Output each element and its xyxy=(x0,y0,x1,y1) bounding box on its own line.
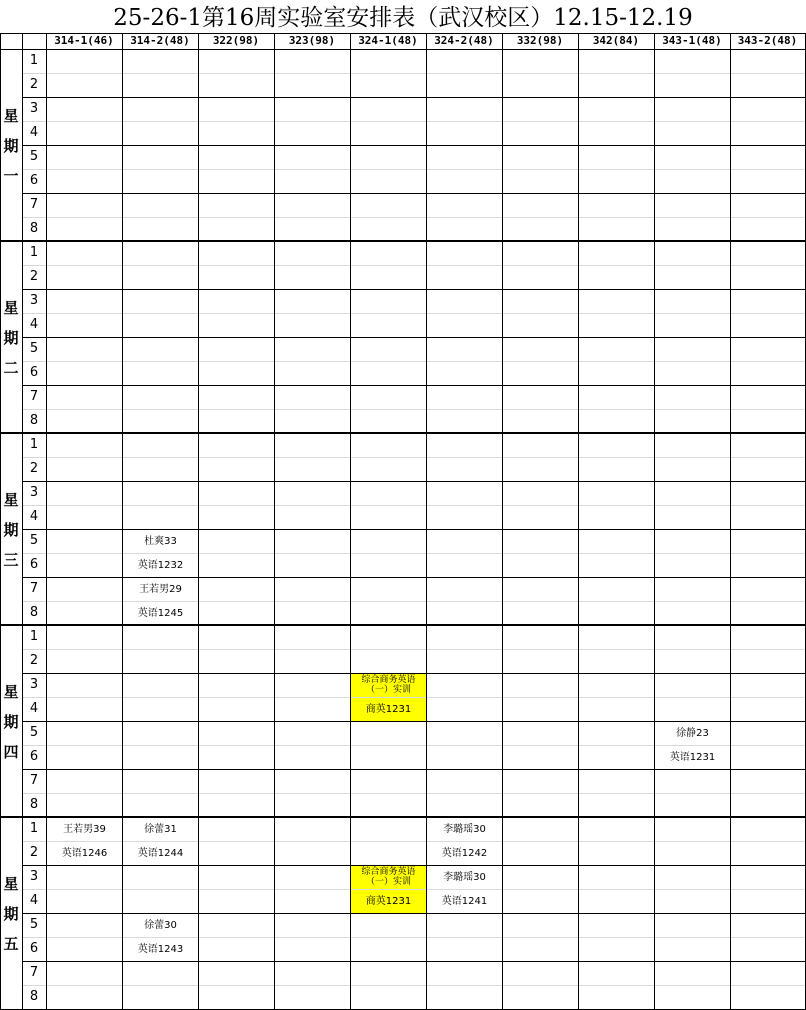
row-divider xyxy=(22,385,805,386)
column-divider xyxy=(198,33,199,1010)
slot-number: 1 xyxy=(29,629,39,644)
slot-divider xyxy=(22,793,805,794)
schedule-entry[interactable]: 徐蕾30 xyxy=(144,920,177,931)
column-divider xyxy=(654,33,655,1010)
slot-number: 3 xyxy=(29,677,39,692)
day-label-char: 星 xyxy=(3,683,19,701)
row-divider xyxy=(22,673,805,674)
header-bottom-line xyxy=(0,49,806,50)
slot-number: 5 xyxy=(29,533,39,548)
day-label xyxy=(0,817,22,1009)
row-divider xyxy=(22,337,805,338)
day-label xyxy=(0,49,22,241)
column-divider xyxy=(274,33,275,1010)
slot-number: 1 xyxy=(29,821,39,836)
day-label-char: 二 xyxy=(3,359,19,377)
row-divider xyxy=(22,769,805,770)
slot-number: 3 xyxy=(29,101,39,116)
day-label xyxy=(0,625,22,817)
slot-number: 8 xyxy=(29,797,39,812)
slot-number: 2 xyxy=(29,845,39,860)
column-divider xyxy=(22,33,23,1010)
slot-number: 7 xyxy=(29,581,39,596)
slot-divider xyxy=(22,169,805,170)
slot-number: 1 xyxy=(29,245,39,260)
slot-number: 8 xyxy=(29,989,39,1004)
row-divider xyxy=(22,97,805,98)
slot-number: 8 xyxy=(29,605,39,620)
slot-number: 7 xyxy=(29,773,39,788)
slot-divider xyxy=(22,409,805,410)
day-label-char: 星 xyxy=(3,491,19,509)
schedule-entry[interactable]: 李璐瑶30 xyxy=(443,872,486,883)
column-header: 322(98) xyxy=(212,34,260,47)
column-header: 314-2(48) xyxy=(130,34,190,47)
day-label-char: 期 xyxy=(3,713,19,731)
row-divider xyxy=(22,913,805,914)
slot-divider xyxy=(22,217,805,218)
slot-divider xyxy=(22,361,805,362)
schedule-entry[interactable]: 商英1231 xyxy=(351,890,426,913)
schedule-entry[interactable]: 商英1231 xyxy=(351,698,426,721)
schedule-entry[interactable]: 英语1244 xyxy=(137,848,184,859)
row-divider xyxy=(22,961,805,962)
day-label-char: 星 xyxy=(3,299,19,317)
day-label-char: 三 xyxy=(3,551,19,569)
schedule-entry[interactable]: 英语1241 xyxy=(441,896,488,907)
column-divider xyxy=(122,33,123,1010)
day-divider xyxy=(0,624,806,626)
day-divider xyxy=(0,240,806,242)
slot-number: 5 xyxy=(29,917,39,932)
schedule-entry[interactable]: 综合商务英语（一）实训 xyxy=(351,674,426,697)
column-divider xyxy=(46,33,47,1010)
slot-number: 4 xyxy=(29,893,39,908)
row-divider xyxy=(22,145,805,146)
slot-divider xyxy=(22,649,805,650)
column-header: 343-2(48) xyxy=(737,34,798,47)
schedule-entry[interactable]: 杜爽33 xyxy=(144,536,177,547)
slot-divider xyxy=(22,265,805,266)
slot-divider xyxy=(22,313,805,314)
column-header: 323(98) xyxy=(288,34,336,47)
schedule-entry[interactable]: 英语1232 xyxy=(137,560,184,571)
column-header: 314-1(46) xyxy=(54,34,114,47)
slot-number: 8 xyxy=(29,413,39,428)
day-label-char: 星 xyxy=(3,107,19,125)
column-divider xyxy=(0,33,1,1010)
slot-number: 7 xyxy=(29,389,39,404)
schedule-entry[interactable]: 英语1242 xyxy=(441,848,488,859)
schedule-entry[interactable]: 英语1243 xyxy=(137,944,184,955)
row-divider xyxy=(22,289,805,290)
column-header: 332(98) xyxy=(516,34,564,47)
column-header: 324-2(48) xyxy=(434,34,494,47)
page-title: 25-26-1第16周实验室安排表（武汉校区）12.15-12.19 xyxy=(113,5,693,31)
slot-number: 1 xyxy=(29,437,39,452)
slot-number: 8 xyxy=(29,221,39,236)
schedule-entry[interactable]: 王若男29 xyxy=(139,584,182,595)
slot-number: 3 xyxy=(29,485,39,500)
day-label-char: 一 xyxy=(3,167,19,185)
row-divider xyxy=(22,865,805,866)
schedule-entry[interactable]: 徐蕾31 xyxy=(144,824,177,835)
slot-number: 6 xyxy=(29,365,39,380)
schedule-entry[interactable]: 徐静23 xyxy=(676,728,709,739)
slot-number: 7 xyxy=(29,965,39,980)
column-divider xyxy=(350,33,351,1010)
slot-number: 2 xyxy=(29,77,39,92)
day-label-char: 期 xyxy=(3,521,19,539)
slot-number: 6 xyxy=(29,557,39,572)
header-top-line xyxy=(0,33,806,34)
row-divider xyxy=(22,721,805,722)
slot-number: 2 xyxy=(29,461,39,476)
row-divider xyxy=(22,481,805,482)
column-header: 343-1(48) xyxy=(662,34,722,47)
day-label xyxy=(0,433,22,625)
slot-number: 5 xyxy=(29,341,39,356)
schedule-entry[interactable]: 李璐瑶30 xyxy=(443,824,486,835)
day-label-char: 四 xyxy=(3,743,19,761)
column-divider xyxy=(578,33,579,1010)
schedule-entry[interactable]: 英语1245 xyxy=(137,608,184,619)
slot-number: 6 xyxy=(29,173,39,188)
column-header: 342(84) xyxy=(592,34,640,47)
column-header: 324-1(48) xyxy=(358,34,418,47)
row-divider xyxy=(22,529,805,530)
slot-number: 6 xyxy=(29,941,39,956)
slot-number: 5 xyxy=(29,149,39,164)
day-label-char: 星 xyxy=(3,875,19,893)
day-divider xyxy=(0,816,806,818)
column-divider xyxy=(426,33,427,1010)
slot-number: 5 xyxy=(29,725,39,740)
column-divider xyxy=(730,33,731,1010)
slot-number: 2 xyxy=(29,269,39,284)
slot-number: 1 xyxy=(29,53,39,68)
slot-number: 4 xyxy=(29,317,39,332)
slot-number: 7 xyxy=(29,197,39,212)
day-label-char: 期 xyxy=(3,329,19,347)
day-label xyxy=(0,241,22,433)
slot-number: 6 xyxy=(29,749,39,764)
schedule-entry[interactable]: 综合商务英语（一）实训 xyxy=(351,866,426,889)
column-divider xyxy=(502,33,503,1010)
day-label-char: 五 xyxy=(3,935,19,953)
slot-divider xyxy=(22,457,805,458)
slot-divider xyxy=(22,73,805,74)
slot-number: 4 xyxy=(29,701,39,716)
day-divider xyxy=(0,432,806,434)
slot-divider xyxy=(22,505,805,506)
schedule-entry[interactable]: 王若男39 xyxy=(63,824,106,835)
slot-number: 3 xyxy=(29,869,39,884)
schedule-entry[interactable]: 英语1246 xyxy=(61,848,108,859)
slot-divider xyxy=(22,985,805,986)
day-label-char: 期 xyxy=(3,905,19,923)
slot-divider xyxy=(22,121,805,122)
row-divider xyxy=(22,577,805,578)
slot-number: 2 xyxy=(29,653,39,668)
slot-number: 3 xyxy=(29,293,39,308)
slot-number: 4 xyxy=(29,509,39,524)
row-divider xyxy=(22,193,805,194)
day-label-char: 期 xyxy=(3,137,19,155)
slot-number: 4 xyxy=(29,125,39,140)
schedule-entry[interactable]: 英语1231 xyxy=(669,752,716,763)
